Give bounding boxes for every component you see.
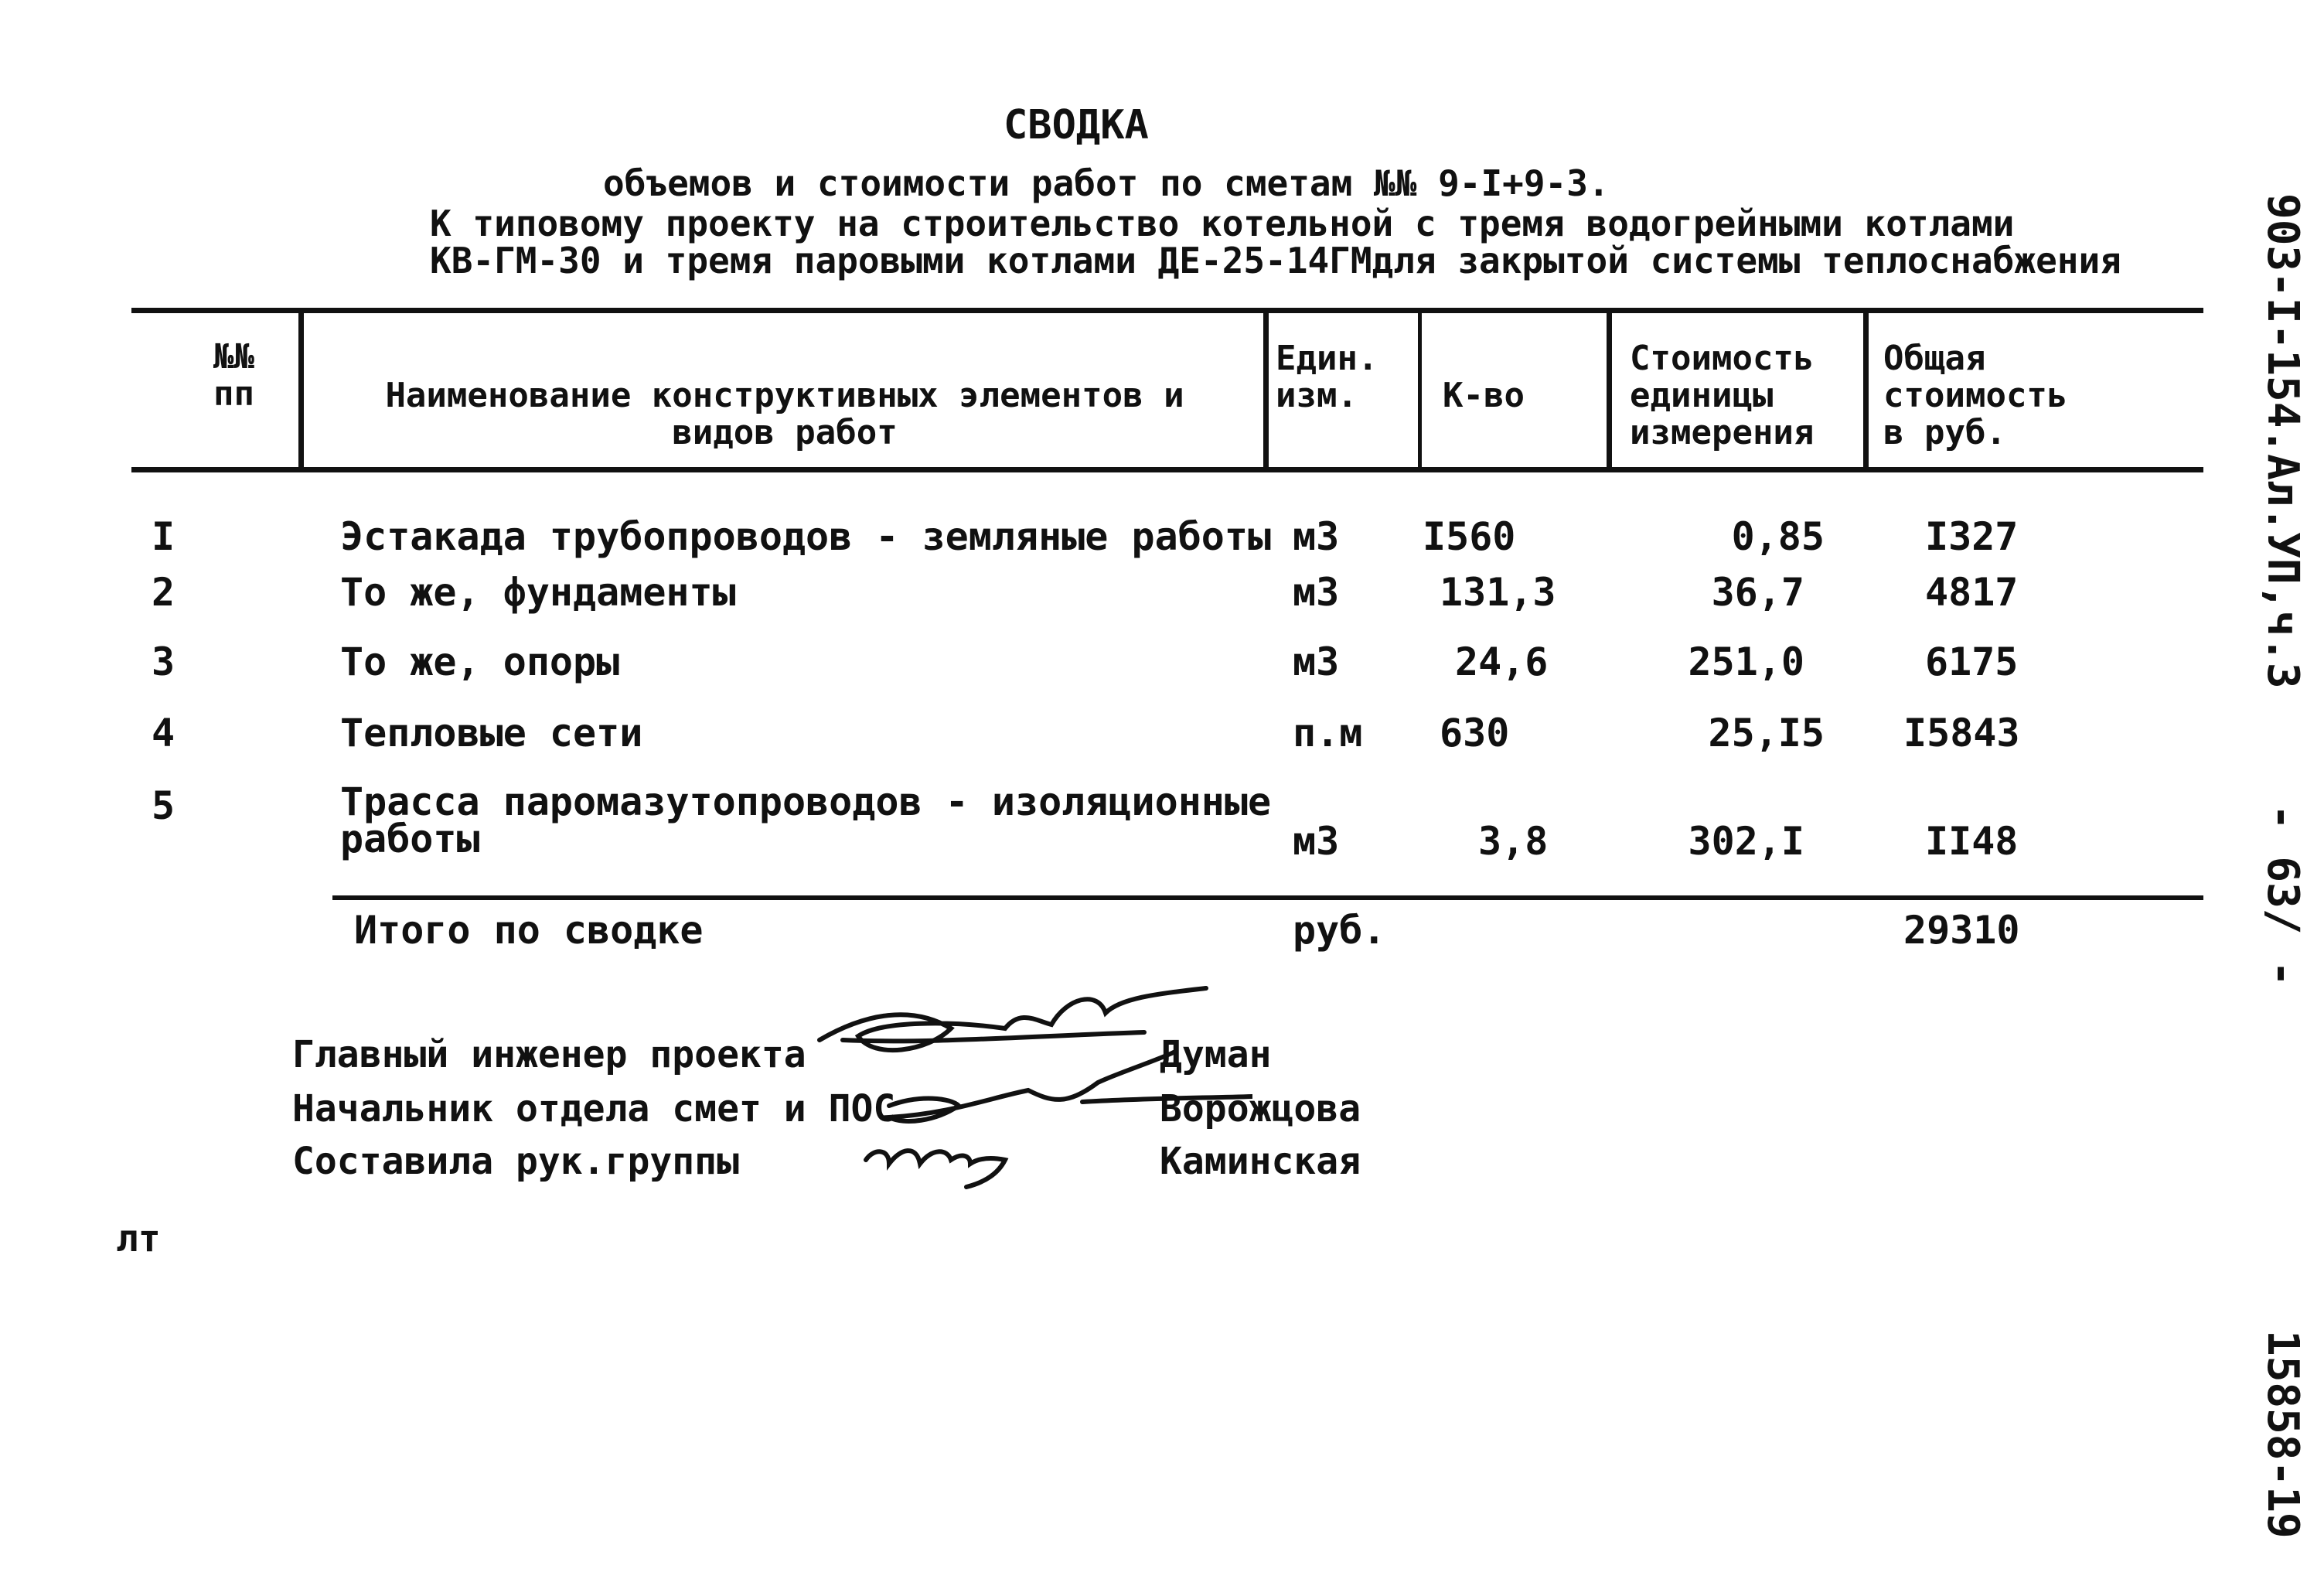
total-unit: руб.	[1293, 908, 1386, 953]
signature-stroke-4	[1082, 1096, 1252, 1102]
row-quantity: I560	[1423, 514, 1516, 559]
side-doc-code: 903-I-154.Ал.УП,ч.3	[2258, 193, 2308, 689]
row-number: 5	[152, 783, 175, 828]
signature-name-chief-engineer: Думан	[1160, 1033, 1272, 1076]
col-header-unit-cost: Стоимость единицы измерения	[1630, 339, 1815, 452]
col-header-number: №№ пп	[213, 337, 254, 414]
doc-line2: К типовому проекту на строительство котельной с тремя водогрейными котлами	[430, 203, 2015, 244]
column-divider-3	[1418, 308, 1422, 472]
signature-stroke-5	[866, 1151, 1005, 1187]
signature-name-estimates-head: Ворожцова	[1160, 1087, 1361, 1130]
column-divider-1	[298, 308, 304, 472]
row-name: Эстакада трубопроводов - земляные работы	[340, 514, 1272, 559]
row-unit-cost: 302,I	[1688, 819, 1804, 864]
row-unit: м3	[1293, 819, 1340, 864]
signature-role-compiler: Составила рук.группы	[292, 1140, 739, 1183]
row-name: Трасса паромазутопроводов - изоляционные работы	[340, 779, 1272, 861]
table-top-rule	[131, 308, 2203, 313]
signature-stroke-3	[889, 1052, 1175, 1121]
doc-line3: КВ-ГМ-30 и тремя паровыми котлами ДЕ-25-14ГМдля закрытой системы теплоснабжения	[430, 240, 2121, 281]
total-label: Итого по сводке	[354, 908, 704, 953]
row-name: То же, опоры	[340, 639, 620, 684]
signature-stroke-2	[843, 1032, 1144, 1041]
row-number: 2	[152, 570, 175, 615]
doc-title: СВОДКА	[1004, 102, 1149, 148]
column-divider-5	[1863, 308, 1869, 472]
row-total-cost: 6175	[1925, 639, 2019, 684]
row-unit-cost: 251,0	[1688, 639, 1804, 684]
signature-role-estimates-head: Начальник отдела смет и ПОС	[292, 1087, 896, 1130]
row-quantity: 24,6	[1455, 639, 1549, 684]
table-header-rule	[131, 467, 2203, 472]
doc-subtitle: объемов и стоимости работ по сметам №№ 9-I+9-3.	[603, 162, 1610, 204]
column-divider-2	[1263, 308, 1269, 472]
row-total-cost: II48	[1925, 819, 2019, 864]
row-total-cost: 4817	[1925, 570, 2019, 615]
col-header-total-cost: Общая стоимость в руб.	[1883, 339, 2068, 452]
row-quantity: 131,3	[1440, 570, 1556, 615]
column-divider-4	[1607, 308, 1612, 472]
row-number: 4	[152, 711, 175, 755]
total-value: 29310	[1903, 908, 2020, 953]
row-unit-cost: 25,I5	[1708, 711, 1825, 755]
row-unit: м3	[1293, 570, 1340, 615]
row-total-cost: I327	[1925, 514, 2019, 559]
footer-mark: лт	[116, 1217, 161, 1260]
signature-role-chief-engineer: Главный инженер проекта	[292, 1033, 806, 1076]
row-name: Тепловые сети	[340, 711, 643, 755]
row-unit-cost: 0,85	[1731, 514, 1825, 559]
row-quantity: 630	[1440, 711, 1510, 755]
row-quantity: 3,8	[1478, 819, 1549, 864]
signature-name-compiler: Каминская	[1160, 1140, 1361, 1183]
col-header-quantity: К-во	[1443, 376, 1525, 415]
col-header-name: Наименование конструктивных элементов и видов работ	[385, 376, 1184, 452]
col-header-unit: Един. изм.	[1276, 339, 1378, 415]
row-number: I	[152, 514, 175, 559]
row-name: То же, фундаменты	[340, 570, 736, 615]
row-unit: м3	[1293, 514, 1340, 559]
row-unit: п.м	[1293, 711, 1363, 755]
side-page-number: - 63/ -	[2258, 804, 2308, 987]
side-inventory-number: 15858-19	[2258, 1330, 2308, 1539]
row-total-cost: I5843	[1903, 711, 2020, 755]
row-unit-cost: 36,7	[1711, 570, 1804, 615]
handwritten-signatures	[773, 967, 1252, 1199]
total-rule	[332, 895, 2203, 900]
row-number: 3	[152, 639, 175, 684]
row-unit: м3	[1293, 639, 1340, 684]
